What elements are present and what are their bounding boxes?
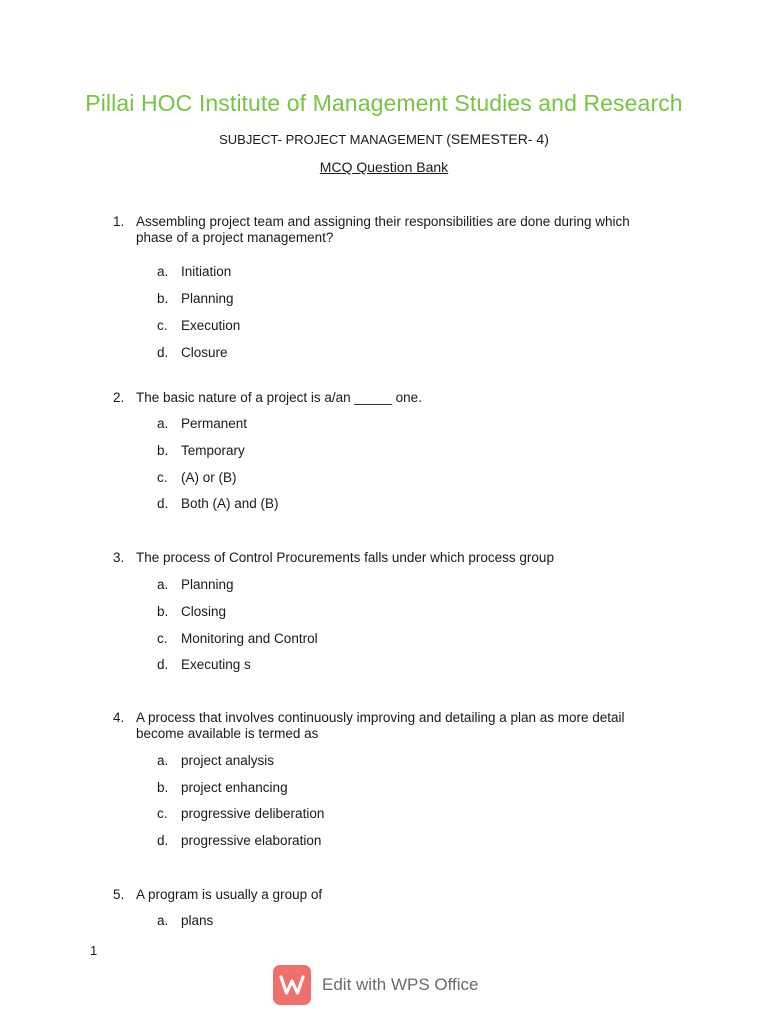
option: [0, 443, 768, 461]
edit-with-wps-button[interactable]: [273, 965, 479, 1005]
page-title: Pillai HOC Institute of Management Studies and Research: [85, 90, 683, 116]
page-number: 1: [90, 943, 98, 958]
option: [0, 470, 768, 488]
option-letter: d.: [157, 345, 169, 360]
wps-office-logo-icon: [273, 965, 311, 1005]
option-letter: a.: [157, 416, 169, 431]
option-text: Planning: [181, 291, 234, 306]
option: [0, 604, 768, 622]
option-text: project analysis: [181, 753, 275, 768]
question-text: A process that involves continuously improving and detailing a plan as more detail become available is termed as: [136, 710, 625, 741]
question-number: 3.: [113, 550, 125, 565]
question-text: The process of Control Procurements falls under which process group: [136, 550, 554, 565]
option-text: Closure: [181, 345, 228, 360]
option: [0, 291, 768, 309]
question-number: 5.: [113, 887, 125, 902]
question-text: The basic nature of a project is a/an _____ one.: [136, 390, 422, 405]
option-text: progressive elaboration: [181, 833, 322, 848]
option: [0, 753, 768, 771]
option: [0, 631, 768, 649]
option-letter: d.: [157, 496, 169, 511]
option: [0, 833, 768, 851]
option-text: plans: [181, 913, 214, 928]
wps-label: Edit with WPS Office: [322, 975, 479, 994]
question-number: 1.: [113, 214, 125, 229]
option: [0, 318, 768, 336]
question-number: 4.: [113, 710, 125, 725]
option-letter: d.: [157, 657, 169, 672]
option-text: Permanent: [181, 416, 248, 431]
option: [0, 806, 768, 824]
subject-line: [0, 131, 768, 147]
option-letter: b.: [157, 604, 169, 619]
option-letter: a.: [157, 577, 169, 592]
option-letter: b.: [157, 291, 169, 306]
option-text: Execution: [181, 318, 241, 333]
option-letter: a.: [157, 264, 169, 279]
question-number: 2.: [113, 390, 125, 405]
question-text: Assembling project team and assigning their responsibilities are done during which phase of a project management?: [136, 214, 630, 245]
option: [0, 345, 768, 363]
option-text: Temporary: [181, 443, 245, 458]
option-text: project enhancing: [181, 780, 288, 795]
option: [0, 496, 768, 514]
option: [0, 416, 768, 434]
option-letter: c.: [157, 318, 168, 333]
option: [0, 264, 768, 282]
option-letter: c.: [157, 806, 168, 821]
option-letter: c.: [157, 470, 168, 485]
option-text: Executing s: [181, 657, 251, 672]
option: [0, 780, 768, 798]
subject-text: SUBJECT- PROJECT MANAGEMENT: [219, 132, 443, 147]
option-text: Monitoring and Control: [181, 631, 318, 646]
option-text: Both (A) and (B): [181, 496, 279, 511]
option-text: Planning: [181, 577, 234, 592]
option-letter: a.: [157, 753, 169, 768]
semester-text: (SEMESTER- 4): [446, 131, 549, 147]
option: [0, 913, 768, 931]
option-letter: a.: [157, 913, 169, 928]
option-letter: c.: [157, 631, 168, 646]
option-text: progressive deliberation: [181, 806, 325, 821]
option: [0, 657, 768, 675]
option-letter: b.: [157, 443, 169, 458]
option-text: (A) or (B): [181, 470, 237, 485]
question-text: A program is usually a group of: [136, 887, 323, 902]
option-text: Initiation: [181, 264, 232, 279]
option-text: Closing: [181, 604, 227, 619]
question-bank-title: MCQ Question Bank: [319, 159, 449, 175]
option-letter: d.: [157, 833, 169, 848]
option-letter: b.: [157, 780, 169, 795]
option: [0, 577, 768, 595]
